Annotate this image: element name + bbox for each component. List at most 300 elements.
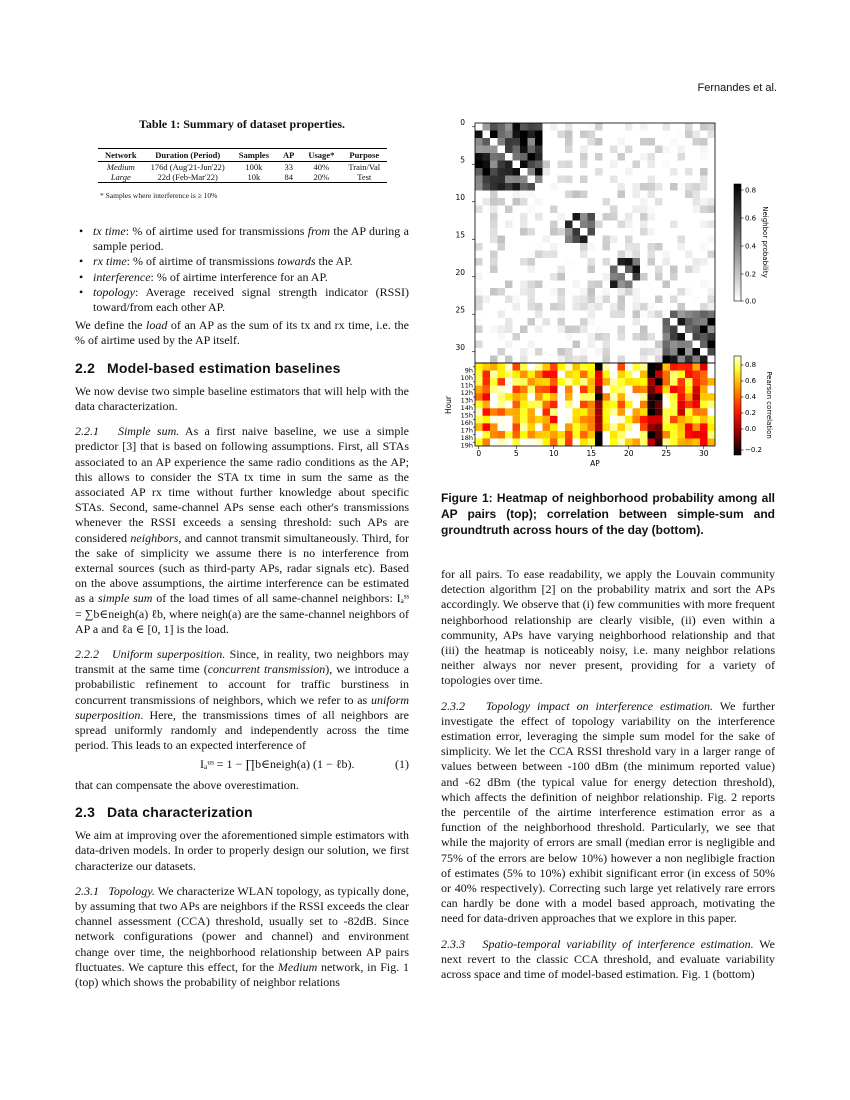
heatmap-cell (505, 296, 513, 304)
heatmap-cell (505, 228, 513, 236)
correlation-cell (693, 393, 701, 401)
correlation-cell (550, 378, 558, 386)
heatmap-cell (663, 168, 671, 176)
heatmap-cell (640, 273, 648, 281)
heatmap-cell (693, 213, 701, 221)
correlation-cell (625, 363, 633, 371)
heatmap-cell (498, 153, 506, 161)
heatmap-cell (573, 333, 581, 341)
heatmap-cell (580, 251, 588, 259)
correlation-cell (603, 423, 611, 431)
correlation-cell (550, 386, 558, 394)
heatmap-cell (528, 168, 536, 176)
heatmap-cell (543, 213, 551, 221)
heatmap-cell (655, 258, 663, 266)
correlation-cell (528, 423, 536, 431)
heatmap-cell (535, 296, 543, 304)
correlation-cell (708, 378, 716, 386)
heatmap-cell (610, 138, 618, 146)
heatmap-cell (520, 123, 528, 131)
heatmap-cell (505, 266, 513, 274)
correlation-cell (693, 408, 701, 416)
heatmap-cell (625, 318, 633, 326)
feature-list (75, 224, 409, 315)
heatmap-cell (670, 266, 678, 274)
heatmap-cell (505, 138, 513, 146)
heatmap-cell (490, 206, 498, 214)
correlation-cell (603, 371, 611, 379)
heatmap-cell (580, 138, 588, 146)
heatmap-cell (633, 303, 641, 311)
heatmap-cell (573, 266, 581, 274)
heatmap-cell (708, 258, 716, 266)
heatmap-cell (483, 258, 491, 266)
heatmap-cell (513, 131, 521, 139)
heatmap-cell (588, 138, 596, 146)
heatmap-cell (505, 161, 513, 169)
heatmap-cell (550, 288, 558, 296)
heatmap-cell (603, 341, 611, 349)
correlation-cell (618, 378, 626, 386)
heatmap-cell (603, 221, 611, 229)
heatmap-cell (595, 311, 603, 319)
heatmap-cell (535, 198, 543, 206)
heatmap-cell (670, 206, 678, 214)
x-axis-label: AP (590, 459, 600, 468)
heatmap-cell (565, 288, 573, 296)
heatmap-cell (513, 273, 521, 281)
correlation-cell (528, 378, 536, 386)
heatmap-cell (595, 153, 603, 161)
heatmap-cell (700, 266, 708, 274)
correlation-cell (505, 401, 513, 409)
heatmap-cell (475, 221, 483, 229)
heatmap-cell (693, 221, 701, 229)
heatmap-cell (565, 146, 573, 154)
heatmap-cell (505, 326, 513, 334)
heatmap-cell (685, 348, 693, 356)
correlation-cell (528, 431, 536, 439)
correlation-cell (693, 371, 701, 379)
heatmap-cell (573, 191, 581, 199)
heatmap-cell (535, 311, 543, 319)
correlation-cell (663, 386, 671, 394)
correlation-cell (610, 438, 618, 446)
correlation-cell (678, 401, 686, 409)
heatmap-cell (535, 168, 543, 176)
correlation-cell (640, 393, 648, 401)
heatmap-cell (588, 326, 596, 334)
heatmap-cell (603, 146, 611, 154)
heatmap-cell (520, 146, 528, 154)
heatmap-cell (693, 311, 701, 319)
heatmap-cell (603, 213, 611, 221)
heatmap-cell (670, 318, 678, 326)
correlation-cell (640, 371, 648, 379)
x-tick: 30 (698, 449, 709, 458)
heatmap-cell (693, 258, 701, 266)
heatmap-cell (558, 318, 566, 326)
heatmap-cell (610, 213, 618, 221)
correlation-cell (670, 401, 678, 409)
heatmap-cell (640, 326, 648, 334)
heatmap-cell (535, 131, 543, 139)
heatmap-cell (535, 138, 543, 146)
cbar-top-label: Neighbor probability (761, 206, 769, 278)
heatmap-cell (543, 138, 551, 146)
correlation-cell (483, 378, 491, 386)
hour-tick: 9h (464, 366, 473, 375)
heatmap-cell (708, 303, 716, 311)
correlation-cell (475, 408, 483, 416)
correlation-cell (558, 416, 566, 424)
heatmap-cell (498, 311, 506, 319)
correlation-cell (573, 408, 581, 416)
heatmap-cell (550, 146, 558, 154)
heatmap-cell (565, 176, 573, 184)
cbar-top-tick: 0.8 (745, 186, 757, 195)
cbar-top-tick: 0.2 (745, 270, 757, 279)
heatmap-cell (678, 251, 686, 259)
heatmap-cell (588, 303, 596, 311)
heatmap-cell (490, 131, 498, 139)
correlation-cell (603, 393, 611, 401)
heatmap-cell (648, 183, 656, 191)
heatmap-cell (528, 348, 536, 356)
heatmap-cell (595, 258, 603, 266)
heatmap-cell (708, 341, 716, 349)
neighbor-probability-heatmap (475, 123, 715, 363)
correlation-cell (655, 423, 663, 431)
heatmap-cell (708, 168, 716, 176)
correlation-cell (610, 363, 618, 371)
correlation-cell (573, 431, 581, 439)
heatmap-cell (558, 221, 566, 229)
heatmap-cell (655, 213, 663, 221)
heatmap-cell (603, 161, 611, 169)
correlation-cell (535, 438, 543, 446)
heatmap-cell (498, 326, 506, 334)
heatmap-cell (693, 228, 701, 236)
heatmap-cell (625, 176, 633, 184)
heatmap-cell (678, 333, 686, 341)
heatmap-cell (558, 296, 566, 304)
correlation-cell (648, 401, 656, 409)
heatmap-cell (618, 303, 626, 311)
text: the AP. (315, 254, 353, 269)
correlation-cell (535, 431, 543, 439)
heatmap-cell (700, 341, 708, 349)
heatmap-cell (633, 221, 641, 229)
correlation-cell (520, 431, 528, 439)
heatmap-cell (513, 243, 521, 251)
heatmap-cell (618, 176, 626, 184)
heatmap-cell (588, 221, 596, 229)
heatmap-cell (565, 228, 573, 236)
heatmap-cell (655, 273, 663, 281)
correlation-cell (708, 416, 716, 424)
heatmap-cell (528, 191, 536, 199)
heatmap-cell (543, 318, 551, 326)
text: : % of airtime interference for an AP. (150, 269, 328, 284)
figure-1-svg (440, 118, 780, 478)
correlation-cell (633, 386, 641, 394)
heatmap-cell (625, 356, 633, 364)
heatmap-cell (618, 123, 626, 131)
list-item (75, 254, 409, 269)
heatmap-cell (670, 213, 678, 221)
heatmap-cell (505, 303, 513, 311)
heatmap-cell (648, 341, 656, 349)
heatmap-cell (520, 206, 528, 214)
correlation-cell (648, 386, 656, 394)
correlation-cell (550, 416, 558, 424)
correlation-cell (550, 408, 558, 416)
heatmap-cell (588, 258, 596, 266)
correlation-cell (490, 438, 498, 446)
heatmap-cell (640, 318, 648, 326)
correlation-cell (505, 363, 513, 371)
heatmap-cell (610, 168, 618, 176)
heatmap-cell (543, 341, 551, 349)
heatmap-cell (483, 198, 491, 206)
heatmap-cell (513, 281, 521, 289)
correlation-cell (520, 416, 528, 424)
heatmap-cell (558, 303, 566, 311)
heatmap-cell (513, 138, 521, 146)
heatmap-cell (655, 311, 663, 319)
heatmap-cell (625, 236, 633, 244)
heatmap-cell (475, 266, 483, 274)
correlation-cell (625, 438, 633, 446)
heatmap-cell (475, 131, 483, 139)
correlation-cell (670, 393, 678, 401)
heatmap-cell (543, 228, 551, 236)
heatmap-cell (543, 281, 551, 289)
correlation-cell (520, 401, 528, 409)
heatmap-cell (595, 288, 603, 296)
correlation-cell (580, 378, 588, 386)
heatmap-cell (633, 153, 641, 161)
heatmap-cell (580, 341, 588, 349)
correlation-cell (535, 401, 543, 409)
simple-sum-formula: Iₐˢˢ = ∑b∈neigh(a) ℓb (75, 591, 409, 621)
heatmap-cell (700, 198, 708, 206)
heatmap-cell (580, 168, 588, 176)
heatmap-cell (483, 281, 491, 289)
text: : % of airtime of transmissions (126, 254, 278, 269)
heatmap-cell (595, 191, 603, 199)
correlation-cell (618, 393, 626, 401)
heatmap-cell (678, 123, 686, 131)
heatmap-cell (550, 348, 558, 356)
heatmap-cell (685, 296, 693, 304)
heatmap-cell (498, 341, 506, 349)
heatmap-cell (610, 326, 618, 334)
heatmap-cell (663, 146, 671, 154)
correlation-cell (685, 438, 693, 446)
heatmap-cell (550, 318, 558, 326)
heatmap-cell (505, 168, 513, 176)
heatmap-cell (670, 243, 678, 251)
correlation-cell (648, 416, 656, 424)
heatmap-cell (588, 228, 596, 236)
heatmap-cell (483, 236, 491, 244)
heatmap-cell (498, 131, 506, 139)
heatmap-cell (558, 273, 566, 281)
heatmap-cell (655, 206, 663, 214)
correlation-cell (498, 408, 506, 416)
correlation-cell (543, 371, 551, 379)
correlation-cell (648, 393, 656, 401)
heatmap-cell (483, 138, 491, 146)
heatmap-cell (700, 251, 708, 259)
heatmap-cell (633, 348, 641, 356)
heatmap-cell (520, 213, 528, 221)
heatmap-cell (580, 348, 588, 356)
heatmap-cell (693, 296, 701, 304)
heatmap-cell (520, 228, 528, 236)
heatmap-cell (580, 183, 588, 191)
heatmap-cell (550, 153, 558, 161)
heatmap-cell (618, 326, 626, 334)
heatmap-cell (483, 288, 491, 296)
heatmap-cell (603, 198, 611, 206)
correlation-cell (558, 386, 566, 394)
heatmap-cell (708, 281, 716, 289)
heatmap-cell (670, 258, 678, 266)
heatmap-cell (475, 206, 483, 214)
heatmap-cell (625, 266, 633, 274)
heatmap-cell (528, 296, 536, 304)
correlation-cell (618, 401, 626, 409)
correlation-cell (655, 401, 663, 409)
correlation-cell (700, 423, 708, 431)
heatmap-cell (633, 266, 641, 274)
correlation-cell (618, 386, 626, 394)
correlation-cell (528, 416, 536, 424)
heatmap-cell (663, 123, 671, 131)
correlation-cell (610, 401, 618, 409)
heatmap-cell (588, 161, 596, 169)
correlation-cell (483, 431, 491, 439)
correlation-cell (573, 386, 581, 394)
heatmap-cell (588, 183, 596, 191)
paragraph-2-2-2: 2.2.2 Uniform superposition. Since, in reality, two neighbors may transmit at the same time (concurrent transmission), we introduce a probabilistic refinement to account for traffic burstiness in concurrent transmissions of neighbors, which we refer to as uniform superposition. Here, the transmissions times of all neighbors are spread uniformly randomly and independently across the time period. This leads to an expected interference of (75, 647, 409, 753)
heatmap-cell (475, 311, 483, 319)
correlation-cell (580, 438, 588, 446)
heatmap-cell (663, 266, 671, 274)
heatmap-cell (580, 281, 588, 289)
heatmap-cell (700, 296, 708, 304)
heatmap-cell (685, 161, 693, 169)
heatmap-cell (663, 191, 671, 199)
heatmap-cell (573, 206, 581, 214)
correlation-cell (678, 363, 686, 371)
heatmap-cell (550, 296, 558, 304)
heatmap-cell (558, 251, 566, 259)
heatmap-cell (475, 168, 483, 176)
heatmap-cell (685, 153, 693, 161)
heatmap-cell (483, 191, 491, 199)
heatmap-cell (490, 311, 498, 319)
x-tick: 15 (586, 449, 597, 458)
heatmap-cell (693, 281, 701, 289)
heatmap-cell (655, 236, 663, 244)
heatmap-cell (603, 258, 611, 266)
correlation-cell (498, 378, 506, 386)
heatmap-cell (535, 266, 543, 274)
heatmap-cell (543, 251, 551, 259)
heatmap-cell (670, 236, 678, 244)
heatmap-cell (625, 296, 633, 304)
heatmap-cell (513, 258, 521, 266)
heatmap-cell (708, 206, 716, 214)
correlation-cell (520, 438, 528, 446)
heatmap-cell (625, 273, 633, 281)
correlation-cell (543, 416, 551, 424)
heatmap-cell (535, 243, 543, 251)
correlation-cell (625, 371, 633, 379)
heatmap-cell (663, 198, 671, 206)
correlation-cell (700, 378, 708, 386)
correlation-cell (655, 363, 663, 371)
heatmap-cell (490, 146, 498, 154)
heatmap-cell (580, 273, 588, 281)
heatmap-cell (528, 266, 536, 274)
heatmap-cell (625, 281, 633, 289)
heatmap-cell (490, 213, 498, 221)
heatmap-cell (648, 303, 656, 311)
heatmap-cell (580, 123, 588, 131)
heatmap-cell (670, 281, 678, 289)
heatmap-cell (558, 236, 566, 244)
heatmap-cell (663, 311, 671, 319)
correlation-cell (483, 408, 491, 416)
heatmap-cell (610, 266, 618, 274)
x-tick: 10 (548, 449, 559, 458)
heatmap-cell (528, 251, 536, 259)
correlation-cell (670, 371, 678, 379)
heatmap-cell (685, 236, 693, 244)
heatmap-cell (663, 288, 671, 296)
heatmap-cell (498, 258, 506, 266)
text: : Average received signal strength indicator (RSSI) toward/from each other AP. (93, 284, 409, 315)
correlation-cell (685, 431, 693, 439)
heatmap-cell (565, 123, 573, 131)
table-header-row (98, 149, 387, 162)
heatmap-cell (535, 303, 543, 311)
heatmap-cell (565, 348, 573, 356)
correlation-cell (490, 401, 498, 409)
correlation-cell (528, 438, 536, 446)
heatmap-cell (550, 228, 558, 236)
correlation-cell (655, 371, 663, 379)
heatmap-cell (655, 356, 663, 364)
correlation-cell (588, 423, 596, 431)
heatmap-cell (520, 356, 528, 364)
heatmap-cell (685, 191, 693, 199)
correlation-cell (640, 363, 648, 371)
heatmap-cell (655, 176, 663, 184)
heatmap-cell (708, 236, 716, 244)
heatmap-cell (618, 183, 626, 191)
correlation-cell (483, 363, 491, 371)
heatmap-cell (505, 318, 513, 326)
heatmap-cell (498, 348, 506, 356)
heatmap-cell (618, 341, 626, 349)
heatmap-cell (543, 153, 551, 161)
